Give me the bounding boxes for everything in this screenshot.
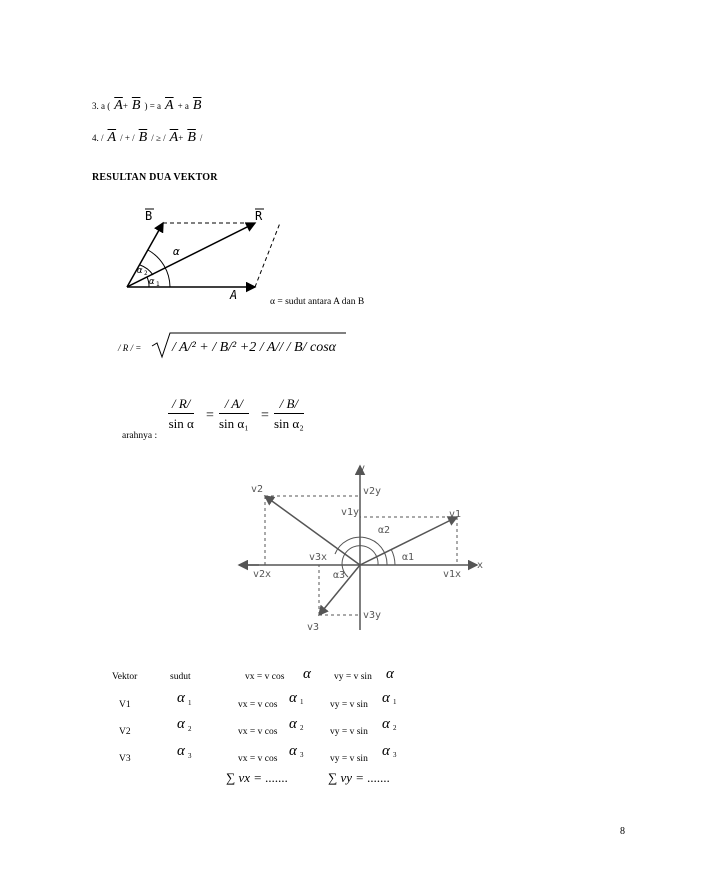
table-row-v3-vy-sub: 3 [393, 751, 397, 759]
fraction-r-den: sin α [168, 416, 194, 431]
table-row-v1-vx-alpha: α [289, 690, 297, 706]
label-v1: v1 [449, 509, 462, 520]
plus-a: + a [177, 101, 189, 111]
dashed-side-right [255, 223, 280, 287]
label-v3y: v3y [363, 610, 382, 621]
label-alpha1: α1 [402, 552, 415, 563]
property-4-prefix: 4. / [92, 133, 104, 143]
fraction-a [219, 396, 249, 432]
vector-a: $\overline{A}$ [107, 130, 117, 145]
table-row-v2-vx-alpha: α [289, 716, 297, 732]
label-v2y: v2y [363, 486, 382, 497]
formula-rhs: / A/² + / B/² +2 / A// / B/ cosα [172, 340, 337, 355]
equals-2: = [261, 408, 269, 423]
table-row-v1-vx-sub: 1 [300, 698, 304, 706]
label-alpha1: α [149, 277, 155, 287]
label-alpha2-sub: 2 [144, 270, 148, 277]
sum-vx: ∑ vx = ....... [226, 770, 289, 785]
equals-1: = [206, 408, 214, 423]
vector-a: $\overline{A}$ [114, 98, 123, 113]
table-row-v2-angle-sub: 2 [188, 725, 192, 733]
table-header-vektor: Vektor [112, 672, 138, 682]
label-v1y: v1y [341, 507, 360, 518]
label-v3x: v3x [309, 552, 328, 563]
label-a: A [230, 288, 238, 300]
inequality: / ≥ / [151, 133, 166, 143]
abs-separator: / + / [120, 133, 135, 143]
label-alpha1-sub: 1 [156, 281, 160, 288]
direction-label: arahnya : [122, 431, 158, 441]
table-row-v1-vy: vy = v sin [330, 700, 368, 710]
label-v3: v3 [307, 622, 320, 633]
plus-sign: + [122, 101, 128, 111]
label-x: x [477, 560, 484, 571]
table-row-v3-angle: α [177, 743, 185, 759]
table-row-v3-label: V3 [119, 754, 131, 764]
table-header-vy-alpha: α [386, 666, 394, 682]
label-v1x: v1x [443, 569, 462, 580]
vector-b: $\overline{B}$ [192, 98, 202, 113]
vector-b: $\overline{B}$ [187, 130, 196, 145]
fraction-b-den: sin α₂ [274, 416, 304, 431]
table-row-v2-label: V2 [119, 727, 131, 737]
section-title: RESULTAN DUA VEKTOR [92, 172, 218, 183]
equals-a: ) = a [144, 101, 162, 111]
components-diagram [235, 460, 490, 640]
table-row-v2-vy: vy = v sin [330, 727, 368, 737]
table-row-v2-angle: α [177, 716, 185, 732]
label-alpha3: α3 [333, 570, 346, 581]
sum-vy: ∑ vy = ....... [328, 770, 391, 785]
vector-b: $\overline{B}$ [131, 98, 141, 113]
table-row-v1-angle: α [177, 690, 185, 706]
resultant-formula [118, 338, 141, 356]
fraction-r [168, 396, 194, 432]
label-alpha2: α [137, 266, 143, 276]
label-v2x: v2x [253, 569, 272, 580]
table-row-v3-vy-alpha: α [382, 743, 390, 759]
vector-a: $\overline{A}$ [165, 98, 174, 113]
fraction-b-num: / B/ [274, 396, 304, 414]
label-alpha2: α2 [378, 525, 391, 536]
label-v2: v2 [251, 484, 264, 495]
vector-r-line [127, 223, 255, 287]
label-y: y [359, 463, 366, 474]
plus-sign: + [178, 133, 184, 143]
fraction-a-den: sin α₁ [219, 416, 249, 431]
property-3 [92, 96, 201, 116]
page-number: 8 [620, 826, 625, 837]
vector-b: $\overline{B}$ [138, 130, 148, 145]
table-row-v2-vx: vx = v cos [238, 727, 278, 737]
alpha-note: α = sudut antara A dan B [270, 297, 365, 307]
table-header-sudut: sudut [170, 672, 191, 682]
label-alpha: α [173, 245, 180, 258]
table-row-v1-vy-alpha: α [382, 690, 390, 706]
table-row-v1-vx: vx = v cos [238, 700, 278, 710]
vector-a: $\overline{A}$ [169, 130, 179, 145]
table-row-v3-angle-sub: 3 [188, 752, 192, 760]
label-r: R [255, 209, 263, 223]
fraction-r-num: / R/ [168, 396, 194, 414]
table-header-vx-alpha: α [303, 666, 311, 682]
table-row-v3-vx-sub: 3 [300, 751, 304, 759]
table-row-v2-vx-sub: 2 [300, 724, 304, 732]
table-row-v1-label: V1 [119, 700, 131, 710]
formula-lhs: / R / = [118, 343, 142, 353]
fraction-b [274, 396, 304, 432]
table-row-v1-vy-sub: 1 [393, 698, 397, 706]
table-row-v2-vy-sub: 2 [393, 724, 397, 732]
parallelogram-diagram [115, 205, 285, 300]
fraction-a-num: / A/ [219, 396, 249, 414]
property-3-prefix: 3. a ( [92, 101, 111, 111]
table-row-v3-vx: vx = v cos [238, 754, 278, 764]
table-row-v1-angle-sub: 1 [188, 699, 192, 707]
table-row-v3-vy: vy = v sin [330, 754, 368, 764]
table-header-vy: vy = v sin [334, 672, 372, 682]
table-row-v2-vy-alpha: α [382, 716, 390, 732]
table-row-v3-vx-alpha: α [289, 743, 297, 759]
table-header-vx: vx = v cos [245, 672, 285, 682]
abs-close: / [199, 133, 203, 143]
label-b: B [145, 209, 153, 223]
property-4 [92, 128, 202, 148]
